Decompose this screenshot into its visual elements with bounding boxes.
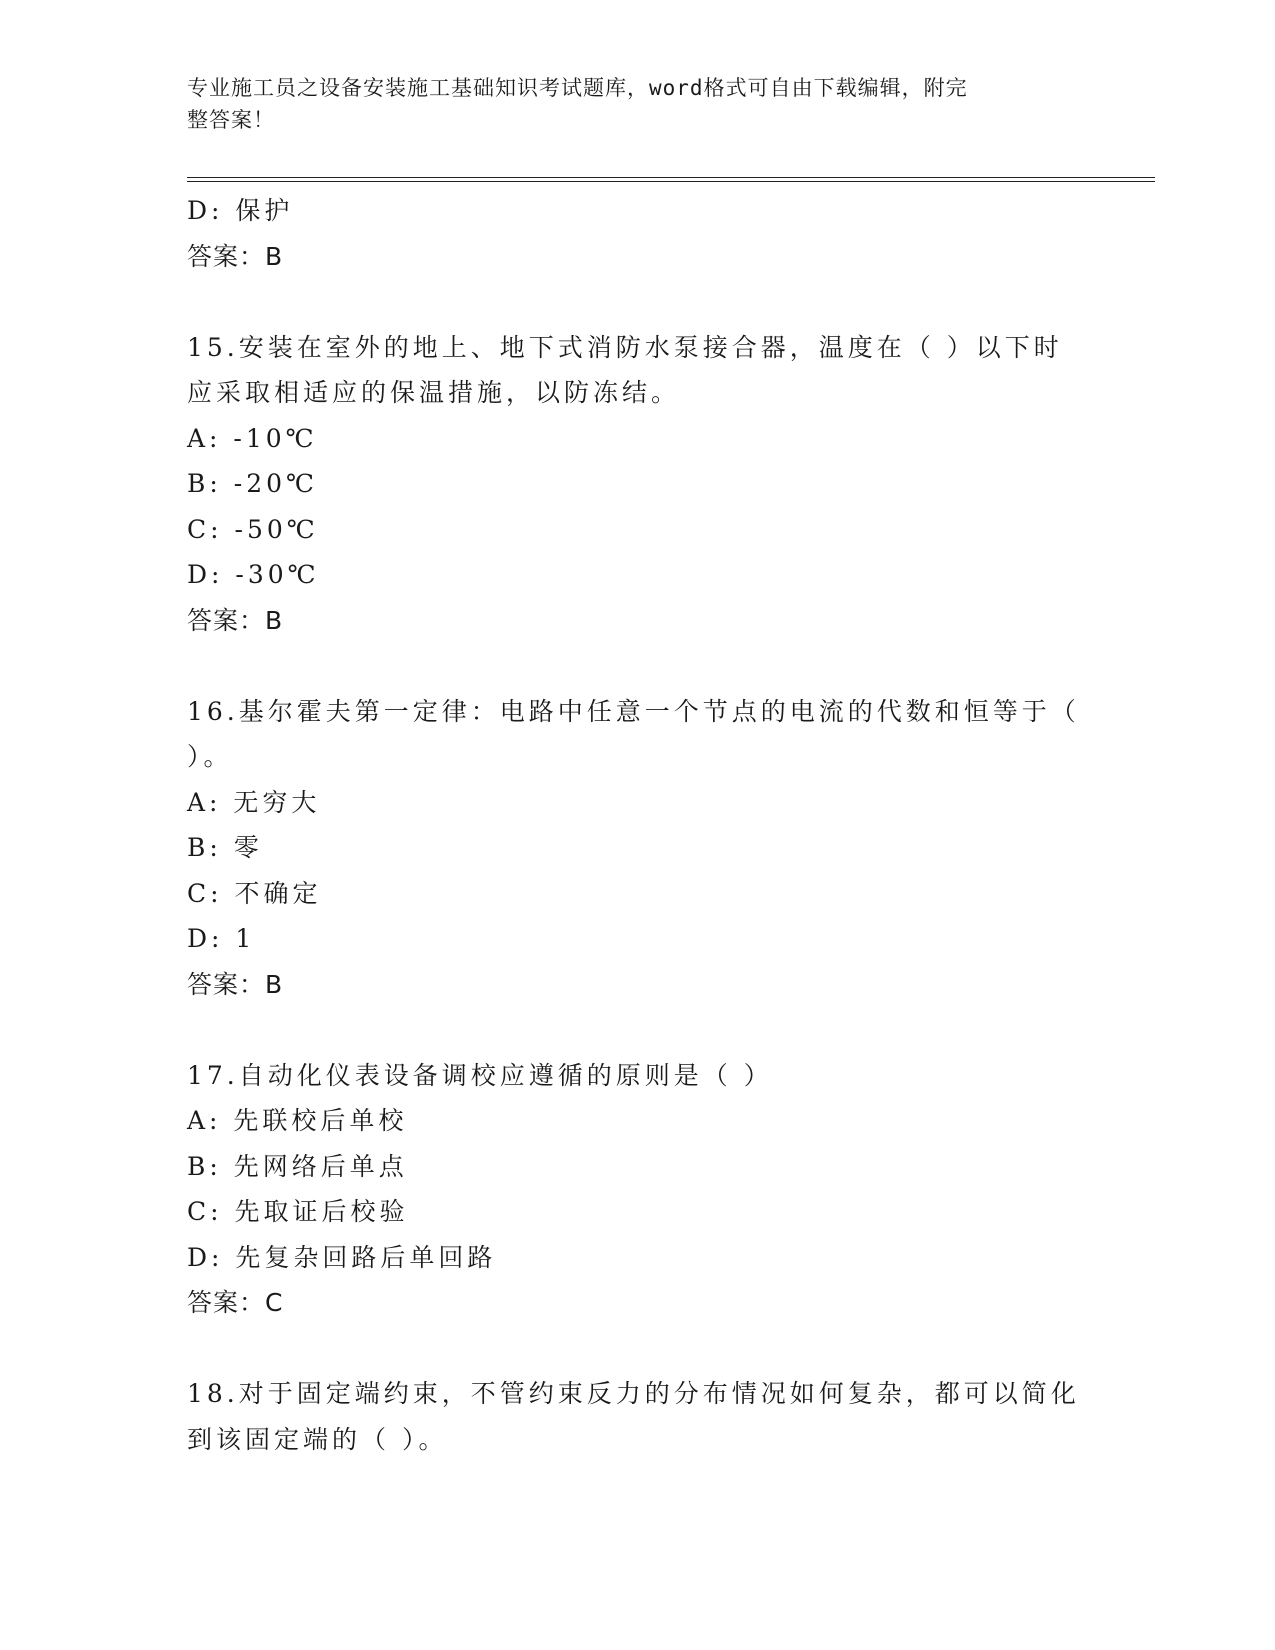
header-line-2: 整答案！ xyxy=(187,108,275,132)
header-line-1: 专业施工员之设备安装施工基础知识考试题库，word格式可自由下载编辑，附完 xyxy=(187,76,968,100)
question-stem-line: 应采取相适应的保温措施，以防冻结。 xyxy=(187,378,681,407)
option-d: D: 1 xyxy=(187,924,256,953)
header-divider-bottom xyxy=(187,181,1155,182)
document-header xyxy=(187,72,1067,136)
option-b: B: 零 xyxy=(187,833,263,862)
question-stem-line: 18.对于固定端约束，不管约束反力的分布情况如何复杂，都可以简化 xyxy=(187,1379,1080,1408)
question-16 xyxy=(187,689,1087,1008)
question-stem-line: 15.安装在室外的地上、地下式消防水泵接合器，温度在（ ）以下时 xyxy=(187,332,1063,362)
carryover-question xyxy=(187,188,1087,279)
question-18 xyxy=(187,1371,1087,1462)
answer-line: 答案：C xyxy=(187,1288,284,1317)
question-stem-line: 17.自动化仪表设备调校应遵循的原则是（ ） xyxy=(187,1060,773,1090)
option-a: A: 先联校后单校 xyxy=(187,1106,408,1135)
question-stem-line: 到该固定端的（ ）。 xyxy=(187,1424,448,1454)
answer-line: 答案：B xyxy=(187,969,284,999)
answer-line: 答案：B xyxy=(187,605,284,635)
question-17 xyxy=(187,1053,1087,1326)
question-stem-line: 16.基尔霍夫第一定律：电路中任意一个节点的电流的代数和恒等于（ xyxy=(187,696,1080,726)
option-a: A: -10℃ xyxy=(187,423,318,453)
option-d: D: -30℃ xyxy=(187,560,320,589)
option-d: D: 先复杂回路后单回路 xyxy=(187,1242,497,1272)
question-15 xyxy=(187,325,1087,644)
option-d: D: 保护 xyxy=(187,196,294,225)
header-divider-top xyxy=(187,177,1155,178)
document-content xyxy=(187,188,1087,1462)
option-b: B: 先网络后单点 xyxy=(187,1151,408,1181)
option-c: C: 先取证后校验 xyxy=(187,1197,409,1226)
answer-line: 答案：B xyxy=(187,241,284,271)
option-c: C: -50℃ xyxy=(187,514,319,544)
option-b: B: -20℃ xyxy=(187,469,318,498)
option-c: C: 不确定 xyxy=(187,878,322,908)
question-stem-line: ）。 xyxy=(187,742,233,771)
option-a: A: 无穷大 xyxy=(187,787,321,817)
